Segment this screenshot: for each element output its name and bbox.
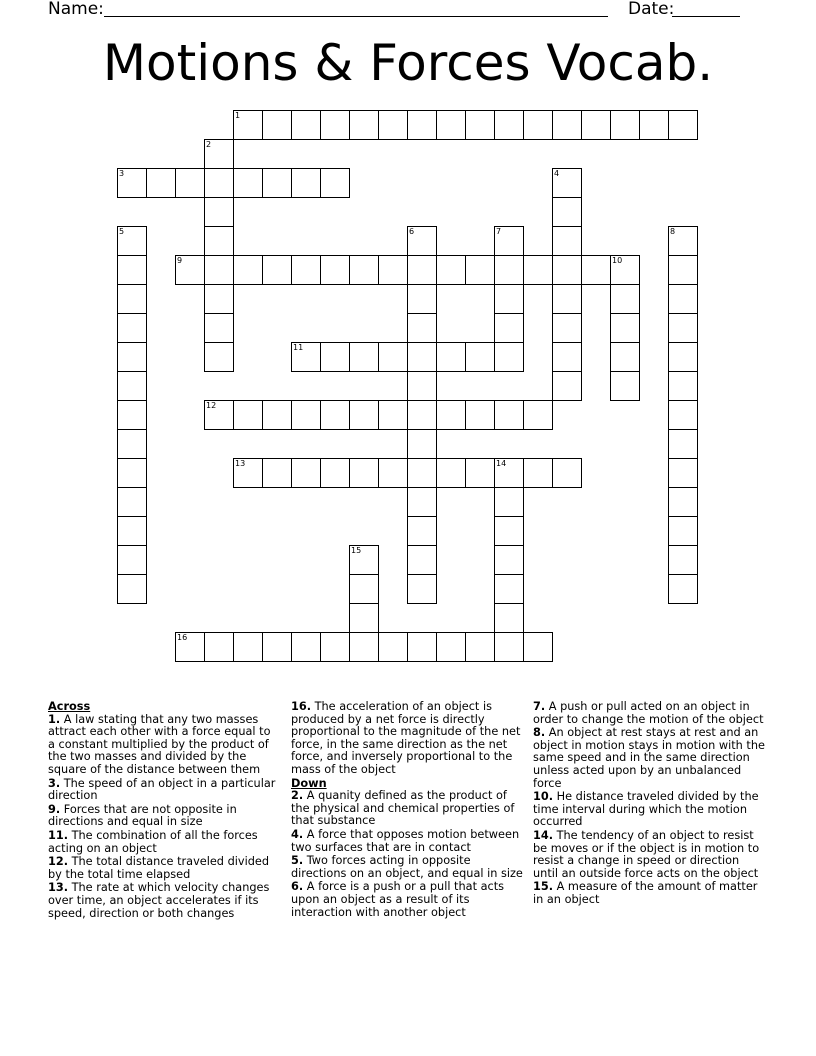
crossword-cell[interactable] [494, 632, 524, 662]
crossword-cell[interactable] [407, 226, 437, 256]
clue-item-text: Forces that are not opposite in directions and equal in size [48, 802, 237, 829]
clue-item-text: Two forces acting in opposite directions on an object, and equal in size [291, 854, 523, 880]
crossword-cell[interactable] [668, 545, 698, 575]
clue-item-text: The acceleration of an object is produced by a net force is directly proportional to the magnitude of the net force, in the same direction as the net force, and inversely proportional to the mass of the object [291, 700, 521, 776]
crossword-cell[interactable] [668, 458, 698, 488]
clue-item-text: The combination of all the forces acting on an object [48, 828, 258, 855]
clue-item-text: He distance traveled divided by the time interval during which the motion occurred [533, 790, 759, 829]
clue-item-number: 9. [48, 802, 61, 816]
crossword-cell[interactable] [494, 603, 524, 633]
clue-item-number: 4. [291, 827, 304, 841]
date-label: Date: [628, 0, 675, 19]
crossword-cell[interactable] [233, 255, 263, 285]
clue-item [291, 881, 525, 919]
crossword-cell[interactable] [668, 284, 698, 314]
crossword-cell[interactable] [262, 632, 292, 662]
crossword-cell[interactable] [465, 110, 495, 140]
clue-item-number: 12. [48, 855, 69, 869]
crossword-cell[interactable] [465, 400, 495, 430]
crossword-cell[interactable] [291, 342, 321, 372]
crossword-cell[interactable] [552, 284, 582, 314]
crossword-cell[interactable] [581, 255, 611, 285]
across-heading: Across [48, 700, 91, 713]
crossword-cell[interactable] [494, 400, 524, 430]
crossword-cell[interactable] [320, 342, 350, 372]
crossword-cell[interactable] [552, 371, 582, 401]
crossword-cell[interactable] [523, 110, 553, 140]
crossword-cell[interactable] [523, 400, 553, 430]
clue-item-text: An object at rest stays at rest and an object in motion stays in motion with the same speed and in the same direction unless acted upon by an unbalanced force [533, 726, 765, 790]
crossword-cell[interactable] [610, 110, 640, 140]
crossword-cell[interactable] [117, 342, 147, 372]
clue-number: 9 [177, 256, 183, 265]
crossword-cell[interactable] [407, 342, 437, 372]
clue-item-text: A push or pull acted on an object in order to change the motion of the object [533, 700, 764, 726]
crossword-cell[interactable] [262, 168, 292, 198]
clue-item [48, 804, 278, 829]
crossword-cell[interactable] [320, 632, 350, 662]
crossword-cell[interactable] [320, 168, 350, 198]
clue-item-number: 6. [291, 880, 304, 894]
clue-number: 1 [235, 111, 241, 120]
clue-item-number: 3. [48, 776, 61, 790]
clues-column-1 [48, 701, 278, 921]
down-heading: Down [291, 776, 327, 790]
clue-item-number: 7. [533, 700, 546, 713]
crossword-cell[interactable] [668, 313, 698, 343]
crossword-cell[interactable] [349, 458, 379, 488]
crossword-cell[interactable] [117, 574, 147, 604]
crossword-cell[interactable] [494, 226, 524, 256]
crossword-cell[interactable] [407, 284, 437, 314]
crossword-cell[interactable] [320, 458, 350, 488]
crossword-cell[interactable] [552, 313, 582, 343]
crossword-cell[interactable] [494, 487, 524, 517]
crossword-cell[interactable] [639, 110, 669, 140]
crossword-cell[interactable] [407, 458, 437, 488]
crossword-cell[interactable] [465, 632, 495, 662]
clue-item [533, 791, 767, 829]
clue-item [533, 701, 767, 726]
crossword-cell[interactable] [204, 139, 234, 169]
clue-item [533, 830, 767, 880]
crossword-cell[interactable] [552, 197, 582, 227]
crossword-cell[interactable] [552, 458, 582, 488]
crossword-cell[interactable] [233, 632, 263, 662]
crossword-cell[interactable] [175, 632, 205, 662]
crossword-cell[interactable] [436, 400, 466, 430]
crossword-cell[interactable] [378, 110, 408, 140]
crossword-cell[interactable] [204, 632, 234, 662]
clue-number: 14 [496, 459, 507, 468]
crossword-cell[interactable] [349, 110, 379, 140]
name-label: Name: [48, 0, 104, 19]
crossword-cell[interactable] [668, 342, 698, 372]
clue-number: 4 [554, 169, 560, 178]
crossword-cell[interactable] [494, 574, 524, 604]
clue-item-number: 5. [291, 854, 304, 868]
crossword-cell[interactable] [407, 371, 437, 401]
crossword-cell[interactable] [291, 110, 321, 140]
crossword-cell[interactable] [610, 255, 640, 285]
crossword-cell[interactable] [552, 226, 582, 256]
clue-number: 10 [612, 256, 623, 265]
clue-item [533, 881, 767, 906]
crossword-cell[interactable] [494, 516, 524, 546]
clue-number: 7 [496, 227, 502, 236]
crossword-cell[interactable] [494, 110, 524, 140]
clue-item [48, 714, 278, 777]
crossword-cell[interactable] [204, 342, 234, 372]
clues-column-2 [291, 701, 525, 920]
crossword-cell[interactable] [291, 168, 321, 198]
clue-item-number: 1. [48, 712, 61, 726]
crossword-cell[interactable] [204, 226, 234, 256]
crossword-cell[interactable] [291, 255, 321, 285]
crossword-cell[interactable] [494, 284, 524, 314]
clue-number: 15 [351, 546, 362, 555]
clue-item-number: 16. [291, 700, 312, 713]
clue-item-number: 8. [533, 726, 546, 740]
clue-item-text: The total distance traveled divided by the total time elapsed [48, 855, 269, 881]
clue-item-number: 13. [48, 881, 69, 895]
crossword-cell[interactable] [407, 429, 437, 459]
crossword-cell[interactable] [233, 458, 263, 488]
crossword-cell[interactable] [291, 458, 321, 488]
crossword-cell[interactable] [204, 197, 234, 227]
crossword-cell[interactable] [378, 255, 408, 285]
crossword-cell[interactable] [610, 313, 640, 343]
crossword-cell[interactable] [117, 313, 147, 343]
clue-number: 2 [206, 140, 212, 149]
clue-item-text: The rate at which velocity changes over time, an object accelerates if its speed, direction or both changes [48, 881, 270, 920]
crossword-cell[interactable] [233, 400, 263, 430]
crossword-cell[interactable] [349, 574, 379, 604]
crossword-cell[interactable] [117, 516, 147, 546]
crossword-cell[interactable] [668, 487, 698, 517]
crossword-cell[interactable] [494, 313, 524, 343]
crossword-cell[interactable] [204, 284, 234, 314]
crossword-cell[interactable] [233, 110, 263, 140]
clue-item [48, 778, 278, 803]
clue-number: 6 [409, 227, 415, 236]
crossword-cell[interactable] [349, 632, 379, 662]
clue-item-number: 2. [291, 789, 304, 803]
crossword-cell[interactable] [117, 400, 147, 430]
clue-item [48, 882, 278, 920]
page-title: Motions & Forces Vocab. [102, 34, 714, 92]
crossword-cell[interactable] [436, 255, 466, 285]
clue-item-number: 10. [533, 790, 554, 804]
crossword-cell[interactable] [204, 168, 234, 198]
crossword-cell[interactable] [117, 458, 147, 488]
crossword-cell[interactable] [465, 458, 495, 488]
clue-item [533, 727, 767, 790]
crossword-cell[interactable] [494, 342, 524, 372]
crossword-cell[interactable] [320, 400, 350, 430]
crossword-cell[interactable] [465, 342, 495, 372]
crossword-cell[interactable] [117, 429, 147, 459]
crossword-cell[interactable] [204, 400, 234, 430]
crossword-cell[interactable] [407, 487, 437, 517]
crossword-cell[interactable] [233, 168, 263, 198]
crossword-cell[interactable] [320, 255, 350, 285]
crossword-cell[interactable] [668, 371, 698, 401]
crossword-cell[interactable] [668, 574, 698, 604]
clue-item-text: A force that opposes motion between two surfaces that are in contact [291, 827, 520, 854]
crossword-cell[interactable] [436, 342, 466, 372]
crossword-cell[interactable] [262, 255, 292, 285]
crossword-cell[interactable] [407, 313, 437, 343]
crossword-cell[interactable] [436, 632, 466, 662]
clue-number: 13 [235, 459, 246, 468]
crossword-cell[interactable] [204, 313, 234, 343]
crossword-cell[interactable] [668, 516, 698, 546]
clue-item-text: A measure of the amount of matter in an object [533, 880, 758, 906]
crossword-cell[interactable] [378, 458, 408, 488]
crossword-cell[interactable] [581, 110, 611, 140]
clue-item [48, 830, 278, 855]
crossword-cell[interactable] [494, 255, 524, 285]
crossword-cell[interactable] [523, 458, 553, 488]
crossword-cell[interactable] [262, 458, 292, 488]
crossword-cell[interactable] [349, 545, 379, 575]
clue-item-text: A force is a push or a pull that acts upon an object as a result of its interaction with another object [291, 880, 505, 919]
crossword-cell[interactable] [610, 371, 640, 401]
crossword-cell[interactable] [117, 255, 147, 285]
crossword-cell[interactable] [117, 487, 147, 517]
crossword-cell[interactable] [117, 371, 147, 401]
clue-item-text: The speed of an object in a particular direction [48, 776, 276, 803]
clue-item-text: A law stating that any two masses attract each other with a force equal to a constant multiplied by the product of the two masses and divided by the square of the distance between them [48, 712, 271, 776]
crossword-cell[interactable] [610, 284, 640, 314]
crossword-cell[interactable] [117, 545, 147, 575]
clues-column-3 [533, 701, 767, 908]
crossword-cell[interactable] [668, 400, 698, 430]
clue-number: 12 [206, 401, 217, 410]
clue-item-number: 14. [533, 828, 554, 842]
crossword-cell[interactable] [407, 110, 437, 140]
crossword-cell[interactable] [407, 574, 437, 604]
crossword-cell[interactable] [378, 342, 408, 372]
clue-number: 5 [119, 227, 125, 236]
crossword-cell[interactable] [349, 342, 379, 372]
crossword-cell[interactable] [407, 545, 437, 575]
crossword-cell[interactable] [552, 255, 582, 285]
clue-number: 3 [119, 169, 125, 178]
crossword-cell[interactable] [610, 342, 640, 372]
crossword-cell[interactable] [552, 110, 582, 140]
clue-item-text: A quanity defined as the product of the physical and chemical properties of that substance [291, 789, 515, 828]
clue-item-text: The tendency of an object to resist be moves or if the object is in motion to resist a change in speed or direction until an outside force acts on the object [533, 828, 760, 880]
crossword-cell[interactable] [523, 632, 553, 662]
crossword-cell[interactable] [668, 226, 698, 256]
clue-number: 16 [177, 633, 188, 642]
crossword-cell[interactable] [291, 400, 321, 430]
clue-number: 11 [293, 343, 304, 352]
crossword-cell[interactable] [668, 429, 698, 459]
crossword-cell[interactable] [436, 110, 466, 140]
crossword-cell[interactable] [407, 400, 437, 430]
crossword-cell[interactable] [349, 255, 379, 285]
crossword-cell[interactable] [349, 603, 379, 633]
crossword-cell[interactable] [668, 110, 698, 140]
crossword-cell[interactable] [320, 110, 350, 140]
crossword-cell[interactable] [146, 168, 176, 198]
clue-item [48, 856, 278, 881]
crossword-cell[interactable] [291, 632, 321, 662]
clue-item [291, 855, 525, 880]
clue-item-number: 11. [48, 828, 69, 842]
crossword-cell[interactable] [668, 255, 698, 285]
crossword-cell[interactable] [436, 458, 466, 488]
crossword-cell[interactable] [204, 255, 234, 285]
crossword-cell[interactable] [349, 400, 379, 430]
crossword-cell[interactable] [407, 255, 437, 285]
crossword-cell[interactable] [552, 342, 582, 372]
clue-item-number: 15. [533, 880, 554, 894]
crossword-cell[interactable] [378, 632, 408, 662]
crossword-cell[interactable] [175, 168, 205, 198]
crossword-cell[interactable] [407, 516, 437, 546]
crossword-cell[interactable] [117, 168, 147, 198]
crossword-cell[interactable] [262, 400, 292, 430]
crossword-cell[interactable] [175, 255, 205, 285]
crossword-cell[interactable] [494, 545, 524, 575]
crossword-cell[interactable] [262, 110, 292, 140]
clue-item [291, 829, 525, 854]
crossword-cell[interactable] [117, 226, 147, 256]
crossword-cell[interactable] [378, 400, 408, 430]
clue-number: 8 [670, 227, 676, 236]
crossword-cell[interactable] [494, 458, 524, 488]
crossword-cell[interactable] [465, 255, 495, 285]
clue-item [291, 790, 525, 828]
crossword-cell[interactable] [407, 632, 437, 662]
crossword-cell[interactable] [117, 284, 147, 314]
crossword-cell[interactable] [523, 255, 553, 285]
clue-item [291, 701, 525, 777]
crossword-cell[interactable] [552, 168, 582, 198]
